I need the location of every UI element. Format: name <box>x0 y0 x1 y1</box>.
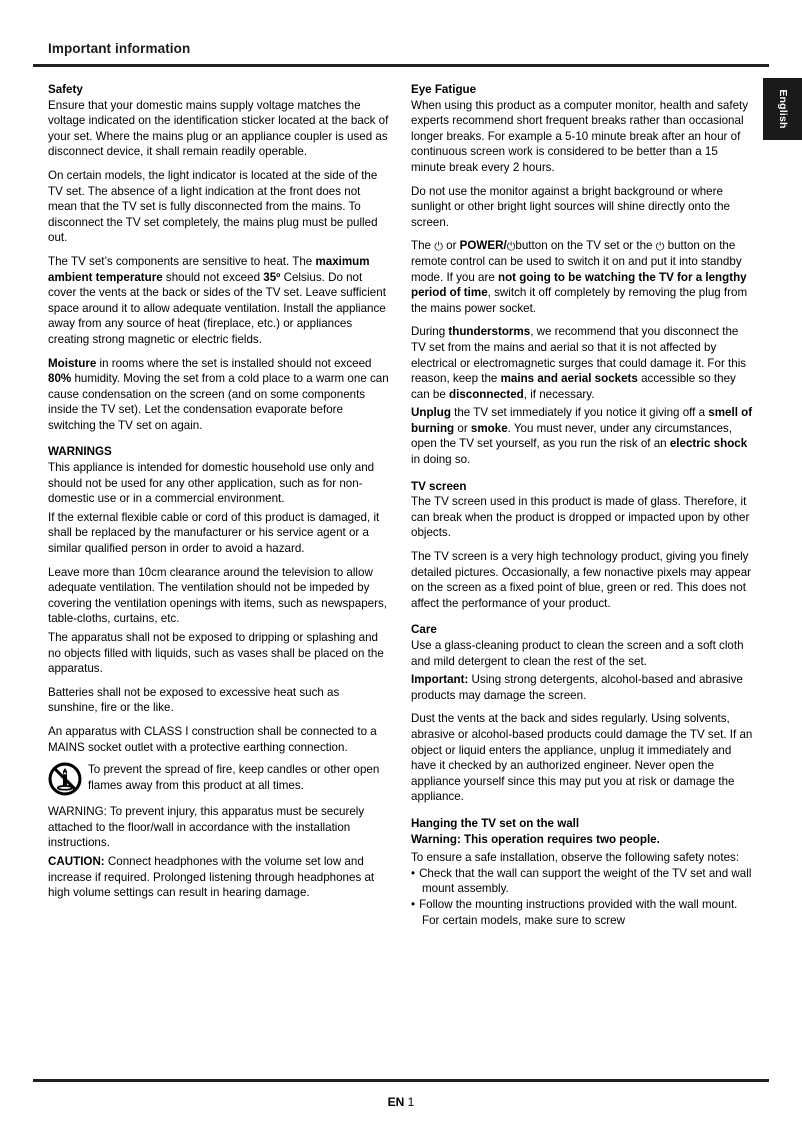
page-title: Important information <box>48 41 191 56</box>
right-column <box>411 82 755 928</box>
wall-mount-warning-text: Warning: This operation requires two people. <box>411 832 660 846</box>
warnings-paragraph-5: Batteries shall not be exposed to excessive heat such as sunshine, fire or the like. <box>48 685 340 715</box>
power-text-1: The <box>411 239 435 253</box>
content-columns <box>48 82 755 928</box>
heat-text-1: The TV set’s components are sensitive to heat. The <box>48 254 316 268</box>
warnings-paragraph-6: An apparatus with CLASS I construction shall be connected to a MAINS socket outlet with a protective earthing connection. <box>48 724 377 754</box>
unplug-bold-4: electric shock <box>669 437 748 451</box>
heat-text-3: Celsius. Do not cover the vents at the back or sides of the TV set. Leave sufficient space around it to allow adequate ventilation. Install the appliance away from any source of heat (fireplace, etc.) or appliances creating strong magnetic or electric fields. <box>48 270 386 346</box>
wall-mount-bullet-1: Check that the wall can support the weight of the TV set and wall mount assembly. <box>419 866 752 896</box>
wall-mount-bullet-2: Follow the mounting instructions provided with the wall mount. For certain models, make sure to screw <box>419 897 738 927</box>
footer-language-code: EN <box>387 1095 405 1109</box>
section-heading-warnings: WARNINGS <box>48 445 112 459</box>
unplug-paragraph <box>411 405 755 467</box>
moisture-text-1: in rooms where the set is installed should not exceed <box>96 356 372 370</box>
thunder-bold-2: mains and aerial sockets <box>500 372 638 386</box>
footer-page-number: 1 <box>407 1095 415 1109</box>
thunder-text-1: During <box>411 325 449 339</box>
warnings-paragraph-2: If the external flexible cable or cord of this product is damaged, it shall be replaced by the manufacturer or his service agent or a similar qualified person in order to avoid a hazard. <box>48 510 380 556</box>
open-flame-warning-text: To prevent the spread of fire, keep candles or other open flames away from this product at all times. <box>88 763 380 792</box>
unplug-text-3: . You must never, under any circumstances, open the TV set yourself, as you run the risk of an <box>411 421 732 451</box>
wall-mount-warning <box>411 832 755 848</box>
unplug-bold-3: smoke <box>470 421 508 435</box>
section-heading-wall-mount: Hanging the TV set on the wall <box>411 816 580 830</box>
section-heading-eye-fatigue: Eye Fatigue <box>411 83 477 96</box>
page-footer <box>0 1094 802 1110</box>
warning-attachment-paragraph: WARNING: To prevent injury, this apparatus must be securely attached to the floor/wall in accordance with the installation instructions. <box>48 805 365 850</box>
wall-mount-intro: To ensure a safe installation, observe the following safety notes: <box>411 851 740 865</box>
heat-bold-1: maximum ambient temperature <box>48 254 370 284</box>
power-text-5: , switch it off completely by removing the plug from the mains power socket. <box>411 286 748 315</box>
bullet-icon: • <box>411 897 416 911</box>
safety-moisture-paragraph <box>48 356 392 434</box>
power-bold-label: POWER/ <box>459 239 507 253</box>
eye-fatigue-paragraph-1: When using this product as a computer monitor, health and safety experts recommend short frequent breaks rather than occasional longer breaks. For example a 5-10 minute break after an hour of continuous screen work is considered to be better than a 15 minute break every 2 hours. <box>411 98 749 174</box>
unplug-text-4: in doing so. <box>411 453 471 467</box>
important-label: Important: <box>411 673 469 687</box>
power-icon-2: ⏻ <box>506 239 516 253</box>
moisture-bold-2: 80% <box>48 372 72 386</box>
caution-headphones-paragraph <box>48 854 392 901</box>
section-heading-tv-screen: TV screen <box>411 479 467 493</box>
power-text-3: button on the TV set or the <box>515 239 656 253</box>
caution-text: Connect headphones with the volume set low and increase if required. Prolonged listening through headphones at high volume settings can result in hearing damage. <box>48 854 375 900</box>
header-divider <box>33 64 769 67</box>
power-text-2: or <box>442 239 460 253</box>
no-open-flame-icon <box>48 762 82 796</box>
moisture-text-2: humidity. Moving the set from a cold place to a warm one can cause condensation on the screen (and on some components inside the TV set). Let the condensation evaporate before switching the TV set on again. <box>48 372 389 432</box>
warnings-paragraph-4: The apparatus shall not be exposed to dripping or splashing and no objects filled with liquids, such as vases shall be placed on the apparatus. <box>48 631 384 676</box>
wall-mount-bullet-list <box>411 866 755 928</box>
tv-screen-paragraph-1: The TV screen used in this product is made of glass. Therefore, it can break when the product is dropped or impacted upon by other objects. <box>411 495 750 540</box>
language-tab-label: English <box>776 89 789 129</box>
power-text-4: button on the remote control can be used to switch it on and put it into standby mode. If you are <box>411 239 742 284</box>
care-dust-paragraph: Dust the vents at the back and sides regularly. Using solvents, abrasive or alcohol-based products could damage the TV set. If an object or liquid enters the appliance, unplug it immediately and have it checked by an authorized engineer. Never open the appliance yourself since this may put you at risk or damage the appliance. <box>411 712 753 804</box>
thunder-text-2: , we recommend that you disconnect the TV set from the mains and aerial so that it is not affected by electrical or electromagnetic surges that could damage it. For this reason, keep the <box>411 325 747 386</box>
safety-paragraph-1: Ensure that your domestic mains supply voltage matches the voltage indicated on the identification sticker located at the back of your set. Where the mains plug or an appliance coupler is used as disconnect device, it shall remain readily operable. <box>48 98 389 159</box>
section-heading-care: Care <box>411 623 437 637</box>
caution-label: CAUTION: <box>48 854 105 868</box>
left-column <box>48 82 392 928</box>
language-tab <box>763 78 802 140</box>
thunder-text-3: accessible so they can be <box>411 372 736 401</box>
power-icon-3: ⏻ <box>655 239 665 253</box>
open-flame-warning <box>48 761 392 796</box>
heat-bold-2: 35º <box>263 270 281 284</box>
moisture-bold-1: Moisture <box>48 356 97 370</box>
warnings-paragraph-1: This appliance is intended for domestic household use only and should not be used for any other application, such as for non-domestic use or in a commercial environment. <box>48 461 375 506</box>
unplug-bold-2: smell of burning <box>411 406 753 435</box>
thunder-bold-3: disconnected <box>449 387 524 401</box>
care-important-paragraph <box>411 672 755 703</box>
bullet-icon: • <box>411 866 416 880</box>
eye-fatigue-paragraph-2: Do not use the monitor against a bright background or where sunlight or other bright light sources will shine directly onto the screen. <box>411 184 730 229</box>
footer-divider <box>33 1079 769 1082</box>
thunder-text-4: , if necessary. <box>523 387 595 401</box>
page-header <box>48 40 754 58</box>
important-text: Using strong detergents, alcohol-based and abrasive products may damage the screen. <box>411 673 743 702</box>
list-item <box>411 866 755 897</box>
section-heading-safety: Safety <box>48 83 83 96</box>
tv-screen-paragraph-2: The TV screen is a very high technology product, giving you finely detailed pictures. Occasionally, a few nonactive pixels may appear on the screen as a fixed point of blue, green or red. This does not affect the performance of your product. <box>411 550 752 610</box>
thunder-bold-1: thunderstorms <box>448 325 531 339</box>
safety-paragraph-2: On certain models, the light indicator is located at the side of the TV set. The absence of a light indication at the front does not mean that the TV set is fully disconnected from the mains. To disconnect the TV set completely, the mains plug must be pulled out. <box>48 168 378 245</box>
thunderstorm-paragraph <box>411 324 755 402</box>
warnings-paragraph-3: Leave more than 10cm clearance around the television to allow adequate ventilation. The ventilation should not be impeded by covering the ventilation openings with items, such as newspapers, table-cloths, curtains, etc. <box>48 565 387 626</box>
power-button-paragraph <box>411 238 755 316</box>
care-intro-paragraph: Use a glass-cleaning product to clean the screen and a soft cloth and mild detergent to clean the rest of the set. <box>411 639 744 668</box>
unplug-text-2: or <box>454 421 471 435</box>
heat-text-2: should not exceed <box>162 270 264 284</box>
power-icon-1: ⏻ <box>434 239 443 253</box>
unplug-text-1: the TV set immediately if you notice it giving off a <box>450 406 709 420</box>
safety-heat-paragraph <box>48 254 392 348</box>
list-item <box>411 897 755 928</box>
unplug-bold-1: Unplug <box>411 406 451 420</box>
power-bold-note: not going to be watching the TV for a lengthy period of time <box>411 270 747 300</box>
